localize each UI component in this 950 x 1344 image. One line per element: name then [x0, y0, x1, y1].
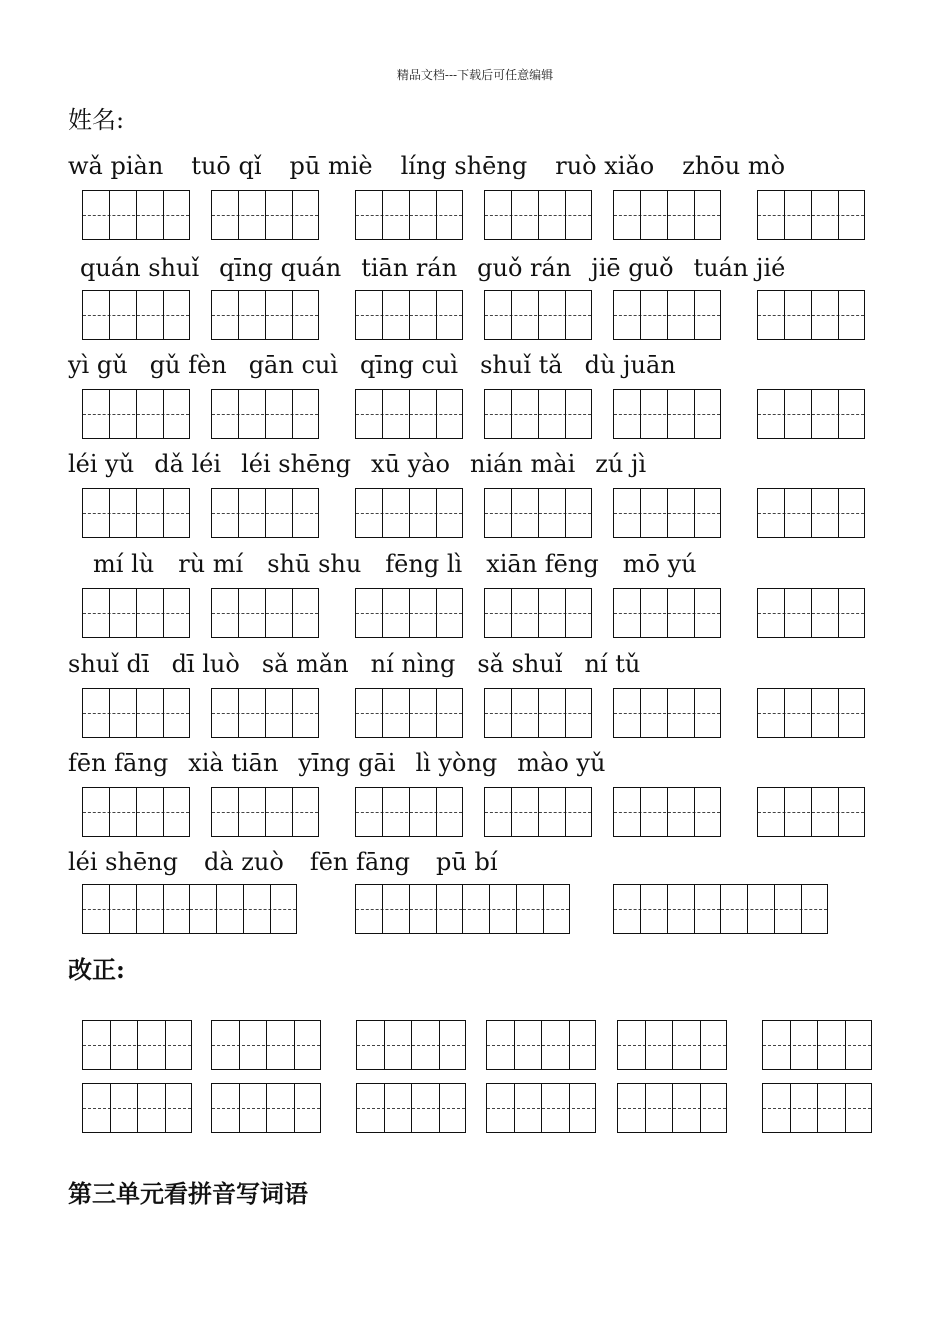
cell-divider: [243, 885, 244, 933]
cell-divider: [163, 788, 164, 836]
pinyin-word: sǎ shuǐ: [477, 650, 563, 678]
cell-divider: [538, 489, 539, 537]
correction-box[interactable]: [762, 1020, 872, 1070]
cell-divider: [163, 589, 164, 637]
pinyin-word: zú jì: [595, 450, 647, 478]
cell-divider: [784, 689, 785, 737]
answer-box[interactable]: [757, 389, 865, 439]
cell-divider: [436, 589, 437, 637]
pinyin-word: quán shuǐ: [80, 254, 200, 282]
cell-divider: [640, 291, 641, 339]
pinyin-word: rù mí: [178, 550, 244, 578]
cell-divider: [265, 788, 266, 836]
answer-box[interactable]: [355, 588, 463, 638]
pinyin-word: gǔ fèn: [149, 351, 227, 379]
answer-box[interactable]: [757, 787, 865, 837]
cell-divider: [163, 885, 164, 933]
cell-divider: [541, 1021, 542, 1069]
cell-divider: [565, 390, 566, 438]
pinyin-word: xiān fēng: [486, 550, 599, 578]
cell-divider: [109, 788, 110, 836]
cell-divider: [784, 191, 785, 239]
cell-divider: [700, 1021, 701, 1069]
cell-divider: [265, 489, 266, 537]
answer-box[interactable]: [211, 290, 319, 340]
answer-box[interactable]: [462, 884, 570, 934]
cell-divider: [294, 1084, 295, 1132]
answer-box[interactable]: [484, 488, 592, 538]
pinyin-word: ní tǔ: [584, 650, 641, 678]
answer-box[interactable]: [484, 588, 592, 638]
cell-divider: [382, 788, 383, 836]
answer-box[interactable]: [82, 787, 190, 837]
cell-divider: [538, 291, 539, 339]
cell-divider: [265, 291, 266, 339]
correction-box[interactable]: [486, 1083, 596, 1133]
pinyin-word: léi shēng: [241, 450, 352, 478]
cell-divider: [136, 788, 137, 836]
cell-divider: [784, 291, 785, 339]
answer-box[interactable]: [82, 688, 190, 738]
cell-divider: [640, 885, 641, 933]
cell-divider: [382, 489, 383, 537]
cell-divider: [265, 191, 266, 239]
cell-divider: [784, 390, 785, 438]
answer-box[interactable]: [613, 389, 721, 439]
cell-divider: [436, 390, 437, 438]
cell-divider: [294, 1021, 295, 1069]
cell-divider: [238, 390, 239, 438]
pinyin-word: ní nìng: [370, 650, 456, 678]
cell-divider: [409, 589, 410, 637]
cell-divider: [838, 191, 839, 239]
cell-divider: [292, 291, 293, 339]
correction-box[interactable]: [356, 1020, 466, 1070]
answer-box[interactable]: [355, 787, 463, 837]
correction-box[interactable]: [617, 1083, 727, 1133]
pinyin-word: jiē guǒ: [591, 254, 674, 282]
cell-divider: [110, 1084, 111, 1132]
pinyin-word: pū bí: [436, 848, 498, 876]
answer-box[interactable]: [720, 884, 828, 934]
pinyin-word: mí lù: [93, 550, 155, 578]
pinyin-word: fēng lì: [385, 550, 463, 578]
cell-divider: [409, 291, 410, 339]
cell-divider: [565, 191, 566, 239]
answer-box[interactable]: [757, 588, 865, 638]
answer-box[interactable]: [757, 190, 865, 240]
answer-box[interactable]: [613, 884, 721, 934]
cell-divider: [516, 885, 517, 933]
answer-box[interactable]: [355, 190, 463, 240]
cell-divider: [163, 191, 164, 239]
cell-divider: [694, 589, 695, 637]
answer-box[interactable]: [484, 290, 592, 340]
answer-box[interactable]: [82, 290, 190, 340]
cell-divider: [640, 689, 641, 737]
cell-divider: [838, 489, 839, 537]
pinyin-word: shuǐ tǎ: [480, 351, 563, 379]
cell-divider: [511, 489, 512, 537]
cell-divider: [384, 1021, 385, 1069]
cell-divider: [569, 1084, 570, 1132]
cell-divider: [265, 390, 266, 438]
answer-box[interactable]: [613, 588, 721, 638]
cell-divider: [801, 885, 802, 933]
cell-divider: [514, 1021, 515, 1069]
answer-box[interactable]: [613, 290, 721, 340]
cell-divider: [292, 191, 293, 239]
pinyin-word: gān cuì: [248, 351, 339, 379]
cell-divider: [109, 390, 110, 438]
answer-box[interactable]: [613, 190, 721, 240]
cell-divider: [700, 1084, 701, 1132]
cell-divider: [640, 191, 641, 239]
answer-box[interactable]: [484, 389, 592, 439]
cell-divider: [163, 489, 164, 537]
pinyin-word: yīng gāi: [298, 749, 396, 777]
cell-divider: [538, 589, 539, 637]
answer-box[interactable]: [211, 389, 319, 439]
cell-divider: [784, 489, 785, 537]
pinyin-word: dà zuò: [203, 848, 284, 876]
cell-divider: [165, 1084, 166, 1132]
cell-divider: [511, 291, 512, 339]
cell-divider: [136, 390, 137, 438]
cell-divider: [538, 788, 539, 836]
cell-divider: [238, 689, 239, 737]
cell-divider: [817, 1084, 818, 1132]
answer-box[interactable]: [484, 190, 592, 240]
cell-divider: [409, 489, 410, 537]
cell-divider: [109, 589, 110, 637]
cell-divider: [565, 589, 566, 637]
cell-divider: [640, 390, 641, 438]
answer-box[interactable]: [82, 884, 190, 934]
cell-divider: [136, 885, 137, 933]
cell-divider: [436, 291, 437, 339]
cell-divider: [137, 1021, 138, 1069]
pinyin-word: fēn fāng: [309, 848, 411, 876]
cell-divider: [667, 390, 668, 438]
cell-divider: [774, 885, 775, 933]
answer-box[interactable]: [82, 190, 190, 240]
cell-divider: [136, 589, 137, 637]
cell-divider: [640, 788, 641, 836]
answer-box[interactable]: [355, 488, 463, 538]
answer-box[interactable]: [613, 787, 721, 837]
pinyin-word: qīng quán: [219, 254, 342, 282]
cell-divider: [667, 589, 668, 637]
pinyin-word: shū shu: [267, 550, 362, 578]
pinyin-word: lì yòng: [415, 749, 498, 777]
cell-divider: [163, 689, 164, 737]
cell-divider: [640, 589, 641, 637]
cell-divider: [694, 885, 695, 933]
correction-box[interactable]: [211, 1020, 321, 1070]
cell-divider: [109, 689, 110, 737]
cell-divider: [511, 191, 512, 239]
cell-divider: [439, 1084, 440, 1132]
pinyin-word: qīng cuì: [360, 351, 459, 379]
pinyin-word: guǒ rán: [477, 254, 572, 282]
cell-divider: [109, 885, 110, 933]
pinyin-word: léi shēng: [68, 848, 178, 876]
cell-divider: [784, 788, 785, 836]
cell-divider: [645, 1084, 646, 1132]
pinyin-word: yì gǔ: [68, 351, 128, 379]
cell-divider: [165, 1021, 166, 1069]
name-label: 姓名:: [68, 106, 125, 134]
pinyin-word: tuō qǐ: [191, 152, 262, 180]
correction-box[interactable]: [486, 1020, 596, 1070]
cell-divider: [382, 291, 383, 339]
cell-divider: [511, 589, 512, 637]
correction-box[interactable]: [617, 1020, 727, 1070]
cell-divider: [270, 885, 271, 933]
cell-divider: [109, 191, 110, 239]
pinyin-word: nián mài: [469, 450, 576, 478]
cell-divider: [136, 489, 137, 537]
pinyin-word: líng shēng: [400, 152, 528, 180]
cell-divider: [543, 885, 544, 933]
cell-divider: [811, 489, 812, 537]
cell-divider: [672, 1084, 673, 1132]
correction-box[interactable]: [762, 1083, 872, 1133]
pinyin-word: dī luò: [171, 650, 240, 678]
cell-divider: [238, 191, 239, 239]
cell-divider: [541, 1084, 542, 1132]
cell-divider: [265, 589, 266, 637]
cell-divider: [292, 788, 293, 836]
cell-divider: [694, 489, 695, 537]
answer-box[interactable]: [355, 389, 463, 439]
cell-divider: [694, 788, 695, 836]
pinyin-word: pū miè: [289, 152, 373, 180]
cell-divider: [538, 689, 539, 737]
cell-divider: [811, 390, 812, 438]
cell-divider: [436, 788, 437, 836]
cell-divider: [845, 1021, 846, 1069]
cell-divider: [838, 689, 839, 737]
pinyin-word: dù juān: [584, 351, 676, 379]
answer-box[interactable]: [757, 688, 865, 738]
correction-box[interactable]: [356, 1083, 466, 1133]
answer-box[interactable]: [189, 884, 297, 934]
cell-divider: [409, 788, 410, 836]
pinyin-word: wǎ piàn: [68, 152, 164, 180]
cell-divider: [845, 1084, 846, 1132]
cell-divider: [511, 390, 512, 438]
answer-box[interactable]: [757, 290, 865, 340]
pinyin-word: mào yǔ: [517, 749, 606, 777]
correction-box[interactable]: [211, 1083, 321, 1133]
answer-box[interactable]: [484, 688, 592, 738]
cell-divider: [409, 689, 410, 737]
answer-box[interactable]: [82, 389, 190, 439]
correction-box[interactable]: [82, 1020, 192, 1070]
answer-box[interactable]: [211, 787, 319, 837]
cell-divider: [110, 1021, 111, 1069]
correction-label: 改正:: [68, 955, 125, 984]
cell-divider: [790, 1084, 791, 1132]
pinyin-word: zhōu mò: [682, 152, 786, 180]
cell-divider: [817, 1021, 818, 1069]
cell-divider: [411, 1021, 412, 1069]
cell-divider: [266, 1021, 267, 1069]
cell-divider: [489, 885, 490, 933]
pinyin-word: tuán jié: [693, 254, 786, 282]
cell-divider: [565, 689, 566, 737]
cell-divider: [409, 191, 410, 239]
cell-divider: [238, 589, 239, 637]
cell-divider: [436, 885, 437, 933]
cell-divider: [239, 1021, 240, 1069]
cell-divider: [163, 390, 164, 438]
answer-box[interactable]: [211, 588, 319, 638]
cell-divider: [109, 291, 110, 339]
answer-box[interactable]: [355, 290, 463, 340]
cell-divider: [747, 885, 748, 933]
cell-divider: [382, 191, 383, 239]
answer-box[interactable]: [484, 787, 592, 837]
cell-divider: [265, 689, 266, 737]
cell-divider: [838, 291, 839, 339]
cell-divider: [784, 589, 785, 637]
cell-divider: [694, 390, 695, 438]
cell-divider: [511, 788, 512, 836]
cell-divider: [811, 589, 812, 637]
cell-divider: [109, 489, 110, 537]
cell-divider: [136, 191, 137, 239]
cell-divider: [136, 291, 137, 339]
cell-divider: [409, 885, 410, 933]
cell-divider: [239, 1084, 240, 1132]
pinyin-word: mō yú: [622, 550, 697, 578]
cell-divider: [838, 589, 839, 637]
cell-divider: [514, 1084, 515, 1132]
cell-divider: [667, 191, 668, 239]
cell-divider: [538, 390, 539, 438]
pinyin-word: sǎ mǎn: [261, 650, 349, 678]
cell-divider: [163, 291, 164, 339]
cell-divider: [238, 489, 239, 537]
pinyin-word: xià tiān: [188, 749, 279, 777]
answer-box[interactable]: [82, 588, 190, 638]
cell-divider: [292, 589, 293, 637]
answer-box[interactable]: [757, 488, 865, 538]
cell-divider: [382, 390, 383, 438]
cell-divider: [667, 489, 668, 537]
cell-divider: [292, 390, 293, 438]
cell-divider: [565, 291, 566, 339]
cell-divider: [694, 191, 695, 239]
answer-box[interactable]: [82, 488, 190, 538]
cell-divider: [238, 788, 239, 836]
pinyin-word: fēn fāng: [68, 749, 169, 777]
cell-divider: [436, 191, 437, 239]
cell-divider: [136, 689, 137, 737]
cell-divider: [439, 1021, 440, 1069]
cell-divider: [382, 885, 383, 933]
cell-divider: [292, 489, 293, 537]
cell-divider: [694, 291, 695, 339]
answer-box[interactable]: [211, 488, 319, 538]
answer-box[interactable]: [355, 688, 463, 738]
cell-divider: [645, 1021, 646, 1069]
cell-divider: [382, 689, 383, 737]
answer-box[interactable]: [613, 488, 721, 538]
cell-divider: [569, 1021, 570, 1069]
cell-divider: [266, 1084, 267, 1132]
cell-divider: [511, 689, 512, 737]
cell-divider: [694, 689, 695, 737]
answer-box[interactable]: [211, 190, 319, 240]
cell-divider: [667, 885, 668, 933]
cell-divider: [640, 489, 641, 537]
cell-divider: [811, 291, 812, 339]
cell-divider: [565, 788, 566, 836]
answer-box[interactable]: [211, 688, 319, 738]
cell-divider: [409, 390, 410, 438]
cell-divider: [384, 1084, 385, 1132]
cell-divider: [538, 191, 539, 239]
pinyin-word: léi yǔ: [68, 450, 135, 478]
cell-divider: [436, 489, 437, 537]
answer-box[interactable]: [613, 688, 721, 738]
cell-divider: [838, 788, 839, 836]
pinyin-word: ruò xiǎo: [555, 152, 655, 180]
cell-divider: [137, 1084, 138, 1132]
answer-box[interactable]: [355, 884, 463, 934]
header-note: 精品文档---下载后可任意编辑: [396, 68, 554, 82]
cell-divider: [790, 1021, 791, 1069]
cell-divider: [811, 788, 812, 836]
cell-divider: [382, 589, 383, 637]
cell-divider: [811, 191, 812, 239]
correction-box[interactable]: [82, 1083, 192, 1133]
pinyin-word: xū yào: [371, 450, 450, 478]
cell-divider: [811, 689, 812, 737]
cell-divider: [667, 291, 668, 339]
cell-divider: [667, 788, 668, 836]
cell-divider: [436, 689, 437, 737]
cell-divider: [411, 1084, 412, 1132]
section-title: 第三单元看拼音写词语: [68, 1179, 308, 1208]
pinyin-word: shuǐ dī: [68, 650, 150, 678]
pinyin-word: dǎ léi: [154, 450, 222, 478]
cell-divider: [565, 489, 566, 537]
cell-divider: [667, 689, 668, 737]
cell-divider: [238, 291, 239, 339]
pinyin-word: tiān rán: [361, 254, 458, 282]
cell-divider: [292, 689, 293, 737]
cell-divider: [216, 885, 217, 933]
cell-divider: [672, 1021, 673, 1069]
cell-divider: [838, 390, 839, 438]
